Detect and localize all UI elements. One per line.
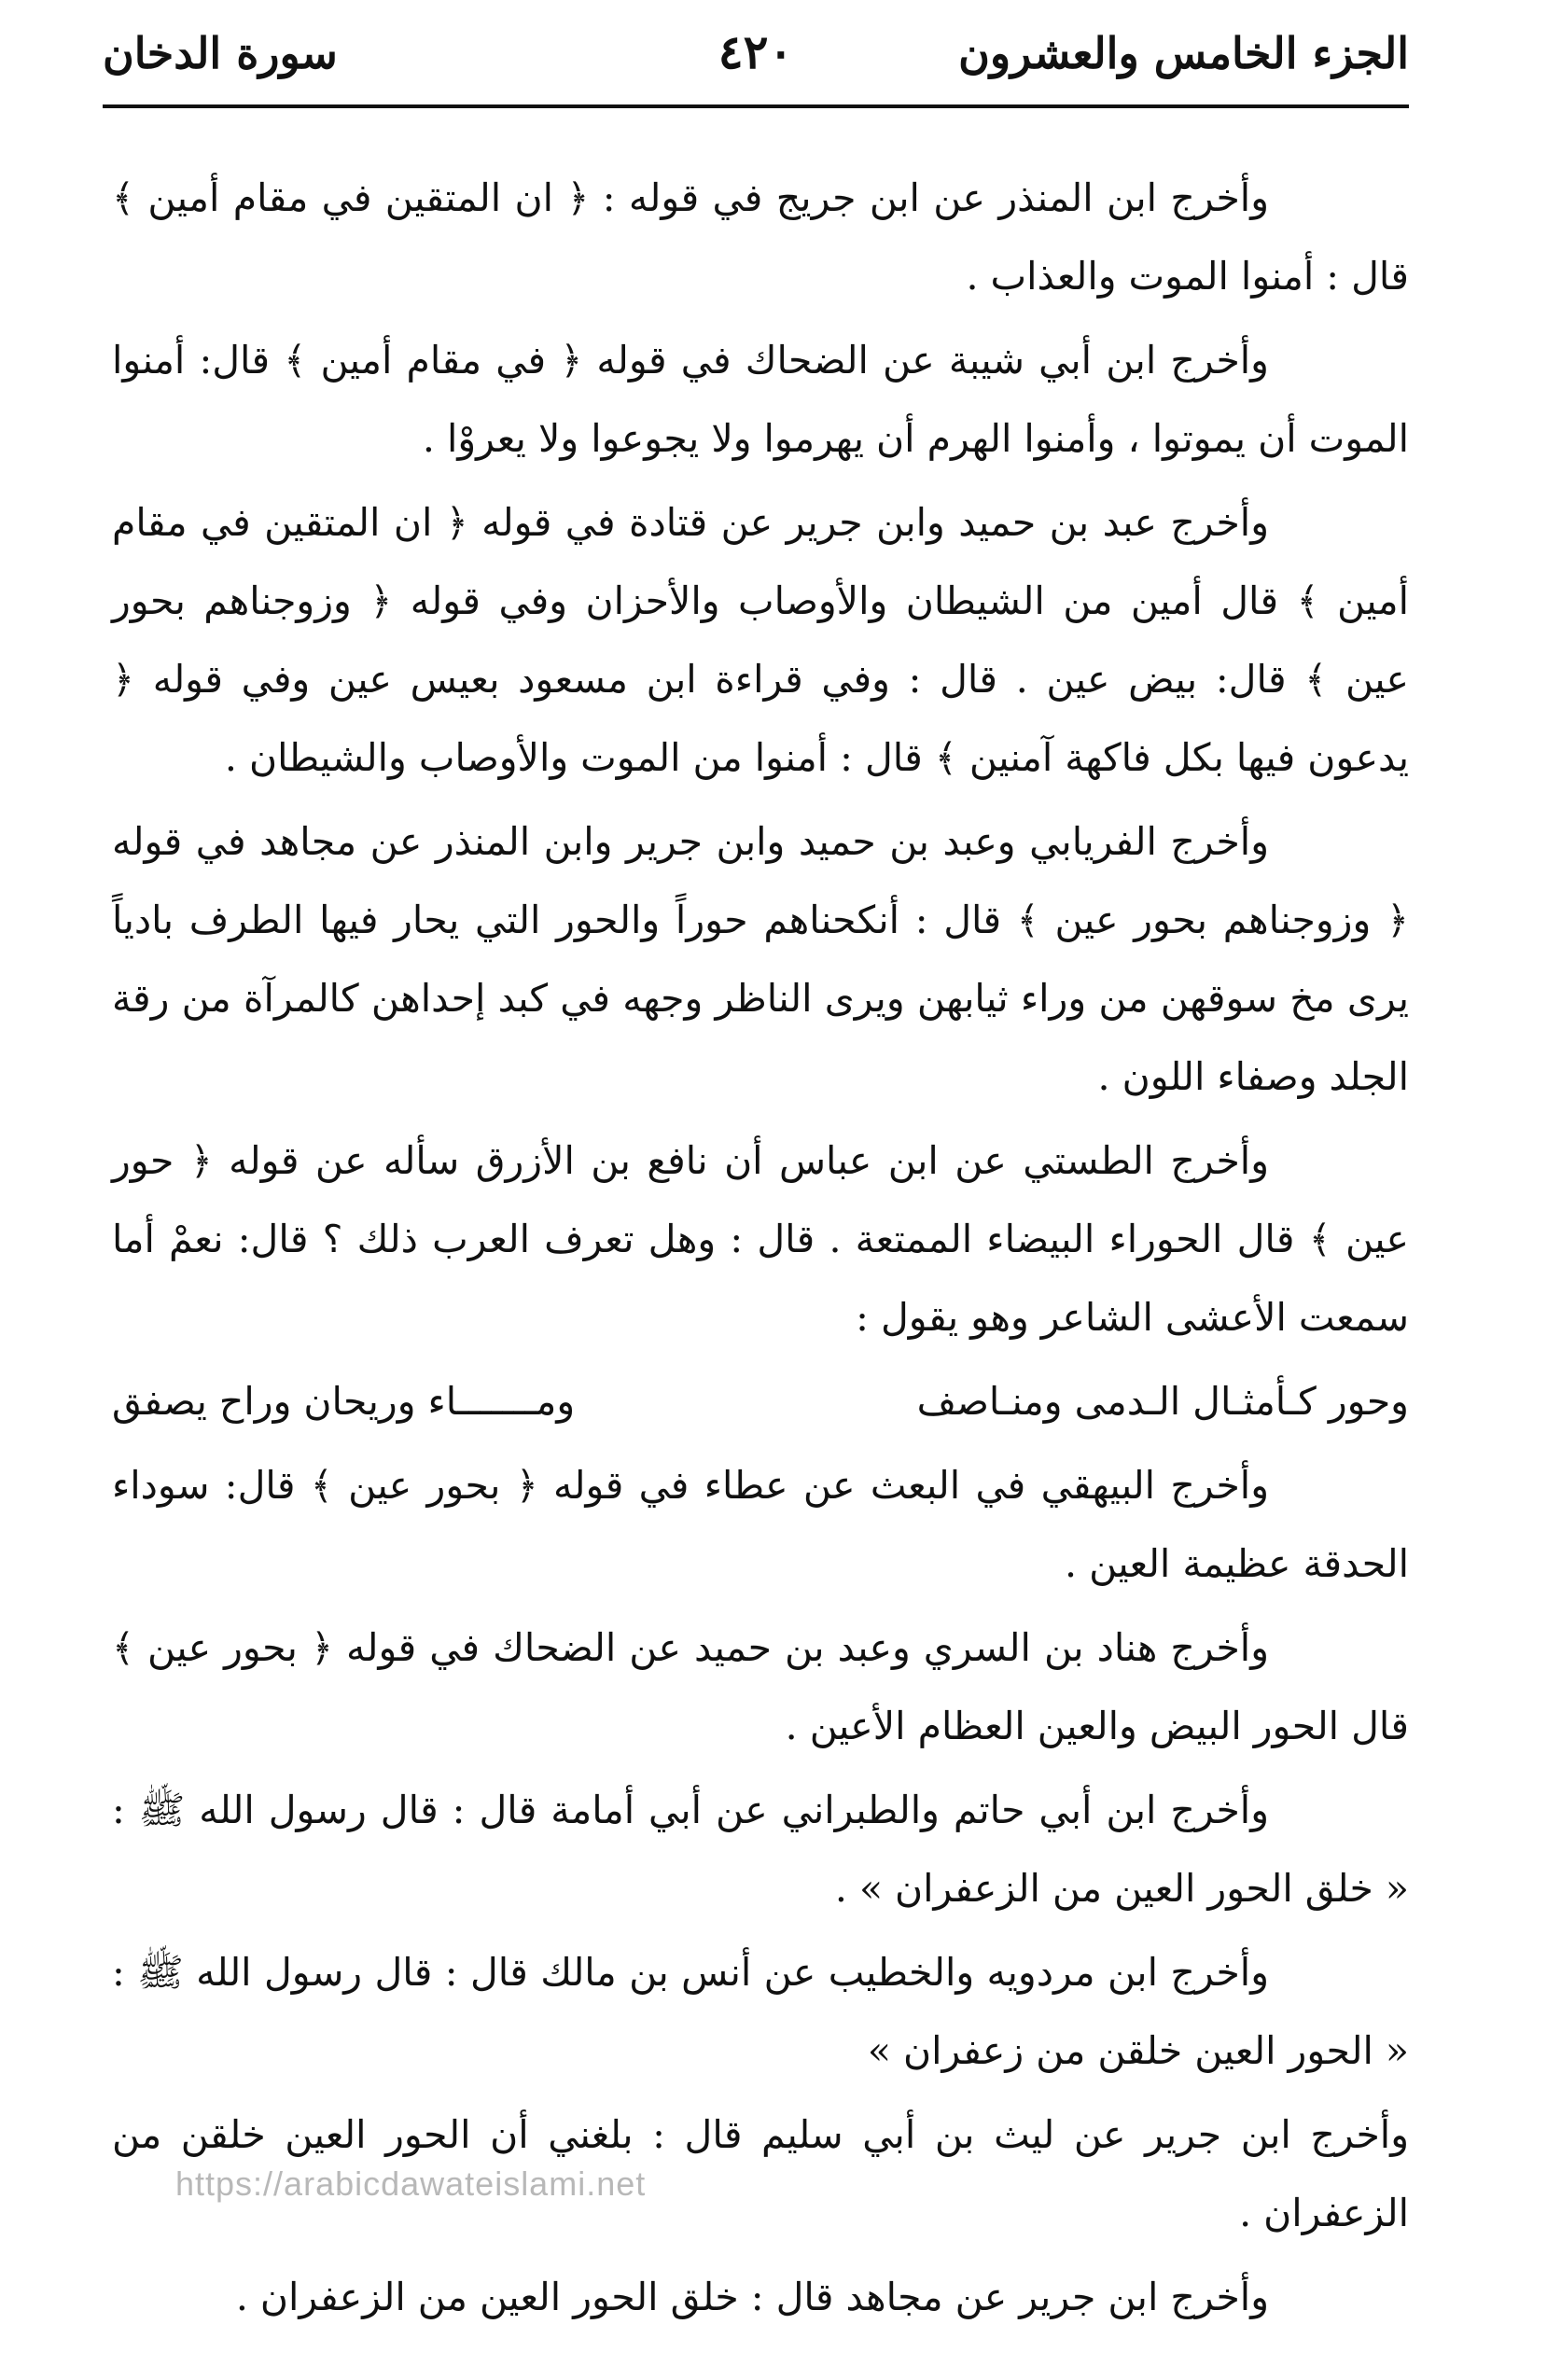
page-header (103, 24, 1409, 93)
paragraph-9: وأخرج ابن مردويه والخطيب عن أنس بن مالك قال : قال رسول الله ﷺ : « الحور العين خلقن من زعفران » (112, 1950, 1409, 2073)
part-title: الجزء الخامس والعشرون (958, 28, 1409, 78)
page-body (112, 159, 1409, 2342)
paragraph-4: وأخرج الفريابي وعبد بن حميد وابن جرير وابن المنذر عن مجاهد في قوله ﴿ وزوجناهم بحور عين ﴾ قال : أنكحناهم حوراً والحور التي يحار فيها الطرف بادياً يرى مخ سوقهن من وراء ثيابهن ويرى الناظر وجهه في كبد إحداهن كالمرآة من رقة الجلد وصفاء اللون . (112, 819, 1409, 1099)
poetry-verse (112, 1362, 1409, 1441)
paragraph-3: وأخرج عبد بن حميد وابن جرير عن قتادة في قوله ﴿ ان المتقين في مقام أمين ﴾ قال أمين من الشيطان والأوصاب والأحزان وفي قوله ﴿ وزوجناهم بحور عين ﴾ قال: بيض عين . قال : وفي قراءة ابن مسعود بعيس عين وفي قوله ﴿ يدعون فيها بكل فاكهة آمنين ﴾ قال : أمنوا من الموت والأوصاب والشيطان . (112, 500, 1409, 780)
paragraph-8: وأخرج ابن أبي حاتم والطبراني عن أبي أمامة قال : قال رسول الله ﷺ : « خلق الحور العين من الزعفران » . (112, 1788, 1409, 1911)
paragraph-11: وأخرج ابن جرير عن مجاهد قال : خلق الحور العين من الزعفران . (235, 2275, 1269, 2319)
verse-first-hemistich: وحور كـأمثـال الـدمى ومنـاصف (916, 1379, 1409, 1424)
watermark-url: https://arabicdawateislami.net (175, 2164, 647, 2203)
surah-title: سورة الدخان (103, 28, 338, 78)
page-number: ٤٢٠ (718, 24, 794, 79)
header-rule (103, 104, 1409, 108)
paragraph-10: وأخرج ابن جرير عن ليث بن أبي سليم قال : بلغني أن الحور العين خلقن من الزعفران . (112, 2112, 1409, 2235)
paragraph-6: وأخرج البيهقي في البعث عن عطاء في قوله ﴿ بحور عين ﴾ قال: سوداء الحدقة عظيمة العين . (112, 1463, 1409, 1586)
paragraph-5: وأخرج الطستي عن ابن عباس أن نافع بن الأزرق سأله عن قوله ﴿ حور عين ﴾ قال الحوراء البيضاء الممتعة . قال : وهل تعرف العرب ذلك ؟ قال: نعمْ أما سمعت الأعشى الشاعر وهو يقول : (112, 1138, 1409, 1340)
verse-second-hemistich: ومـــــــاء وريحان وراح يصفق (112, 1379, 576, 1424)
paragraph-2: وأخرج ابن أبي شيبة عن الضحاك في قوله ﴿ في مقام أمين ﴾ قال: أمنوا الموت أن يموتوا ، وأمنوا الهرم أن يهرموا ولا يجوعوا ولا يعروْا . (112, 338, 1409, 461)
paragraph-7: وأخرج هناد بن السري وعبد بن حميد عن الضحاك في قوله ﴿ بحور عين ﴾ قال الحور البيض والعين العظام الأعين . (112, 1625, 1409, 1748)
paragraph-1: وأخرج ابن المنذر عن ابن جريج في قوله : ﴿ ان المتقين في مقام أمين ﴾ قال : أمنوا الموت والعذاب . (112, 175, 1409, 299)
